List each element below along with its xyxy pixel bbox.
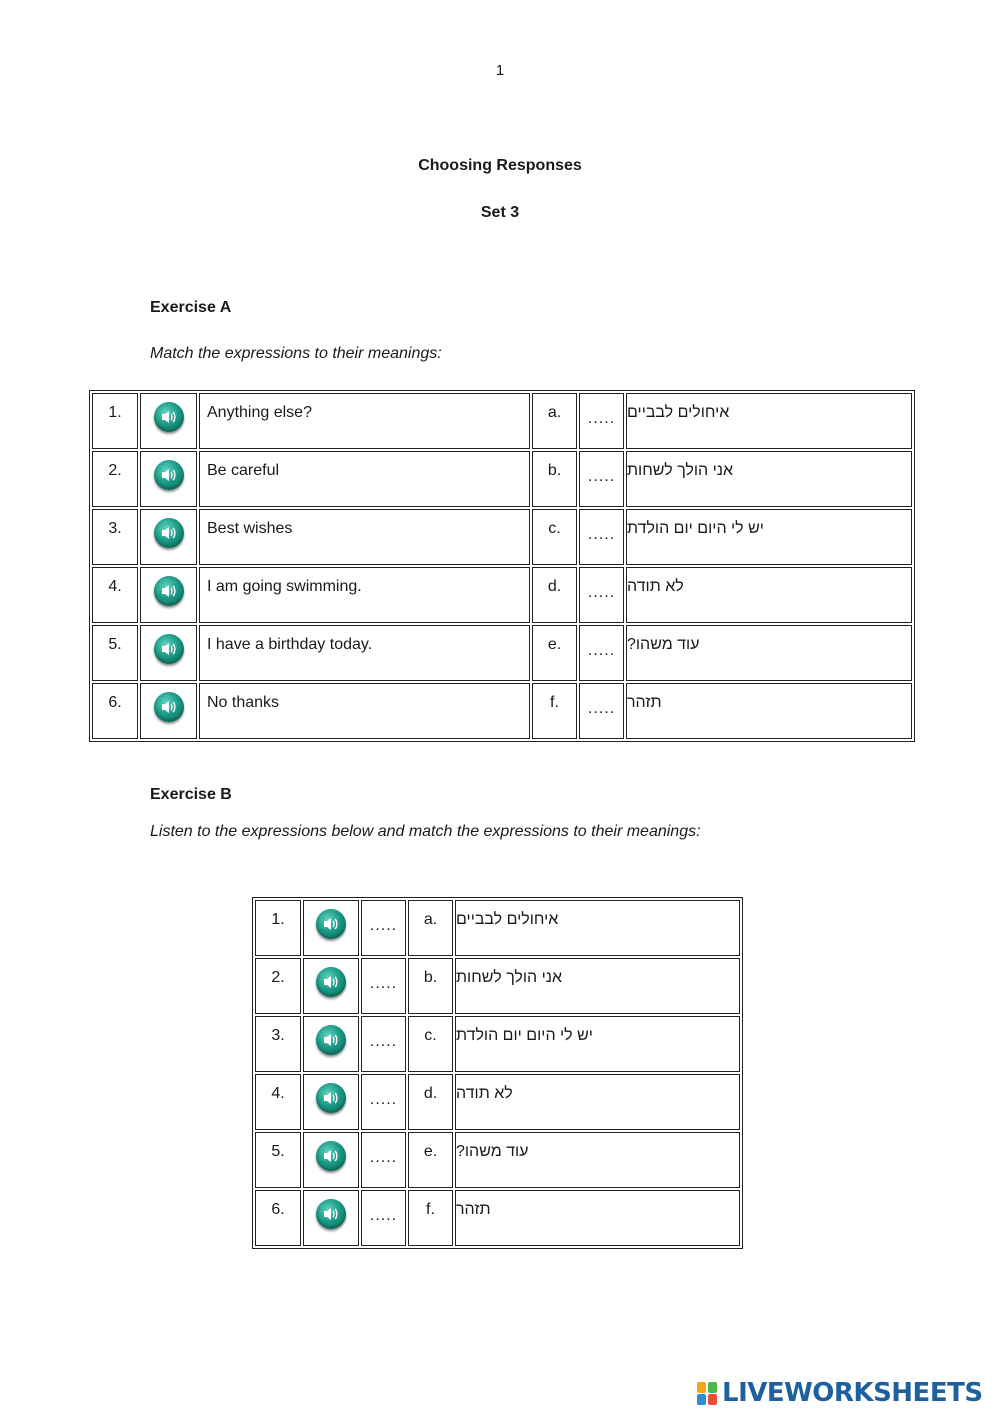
option-letter: e. [408,1132,453,1188]
row-number: 5. [92,625,138,681]
option-letter: c. [532,509,577,565]
answer-blank-dots[interactable]: ..... [369,917,398,934]
english-expression: Be careful [199,451,530,507]
answer-blank-dots[interactable]: ..... [369,1149,398,1166]
speaker-icon[interactable] [316,909,346,939]
answer-blank[interactable] [579,683,624,739]
hebrew-meaning: עוד משהו? [626,625,912,681]
english-expression: Best wishes [199,509,530,565]
table-row [255,1190,740,1246]
answer-blank-dots[interactable]: ..... [587,526,616,543]
answer-blank[interactable] [579,451,624,507]
option-letter: e. [532,625,577,681]
row-number: 3. [255,1016,301,1072]
answer-blank[interactable] [361,1074,406,1130]
answer-blank[interactable] [361,1190,406,1246]
row-number: 2. [92,451,138,507]
answer-blank[interactable] [361,1132,406,1188]
row-number: 4. [255,1074,301,1130]
table-row [255,1016,740,1072]
table-row [255,1074,740,1130]
speaker-icon[interactable] [316,1083,346,1113]
option-letter: a. [408,900,453,956]
speaker-icon[interactable] [316,967,346,997]
answer-blank-dots[interactable]: ..... [369,1033,398,1050]
page-subtitle: Set 3 [480,204,520,221]
audio-cell [303,1190,359,1246]
answer-blank[interactable] [361,1016,406,1072]
page-number: 1 [495,62,505,79]
hebrew-meaning: עוד משהו? [455,1132,740,1188]
audio-cell [140,567,197,623]
english-expression: I am going swimming. [199,567,530,623]
answer-blank-dots[interactable]: ..... [587,700,616,717]
speaker-icon[interactable] [154,518,184,548]
table-row [92,625,912,681]
option-letter: c. [408,1016,453,1072]
hebrew-meaning: איחולים לבביים [626,393,912,449]
answer-blank-dots[interactable]: ..... [587,584,616,601]
answer-blank-dots[interactable]: ..... [369,1091,398,1108]
english-expression: No thanks [199,683,530,739]
speaker-icon[interactable] [154,402,184,432]
option-letter: d. [408,1074,453,1130]
exercise-b-instruction: Listen to the expressions below and match the expressions to their meanings: [150,823,701,840]
speaker-icon[interactable] [154,692,184,722]
hebrew-meaning: אני הולך לשחות [626,451,912,507]
hebrew-meaning: אני הולך לשחות [455,958,740,1014]
table-row [92,393,912,449]
audio-cell [303,1132,359,1188]
answer-blank[interactable] [579,625,624,681]
hebrew-meaning: איחולים לבביים [455,900,740,956]
speaker-icon[interactable] [316,1199,346,1229]
speaker-icon[interactable] [154,576,184,606]
table-row [255,1132,740,1188]
table-row [255,900,740,956]
exercise-a-heading: Exercise A [150,299,232,316]
exercise-a-table [89,390,915,742]
speaker-icon[interactable] [316,1025,346,1055]
option-letter: b. [532,451,577,507]
audio-cell [303,1016,359,1072]
speaker-icon[interactable] [154,460,184,490]
answer-blank-dots[interactable]: ..... [587,410,616,427]
answer-blank-dots[interactable]: ..... [587,468,616,485]
answer-blank[interactable] [579,567,624,623]
answer-blank-dots[interactable]: ..... [587,642,616,659]
row-number: 6. [255,1190,301,1246]
audio-cell [303,958,359,1014]
audio-cell [140,683,197,739]
table-row [92,509,912,565]
exercise-b-heading: Exercise B [150,786,232,803]
answer-blank[interactable] [579,393,624,449]
liveworksheets-logo-icon [697,1380,719,1406]
table-row [92,683,912,739]
answer-blank[interactable] [361,958,406,1014]
option-letter: b. [408,958,453,1014]
speaker-icon[interactable] [154,634,184,664]
page-title: Choosing Responses [418,157,582,174]
option-letter: f. [408,1190,453,1246]
logo-text: LIVEWORKSHEETS [722,1378,983,1408]
hebrew-meaning: יש לי היום יום הולדת [626,509,912,565]
hebrew-meaning: תזהר [455,1190,740,1246]
audio-cell [303,900,359,956]
audio-cell [140,393,197,449]
answer-blank-dots[interactable]: ..... [369,1207,398,1224]
row-number: 1. [255,900,301,956]
english-expression: I have a birthday today. [199,625,530,681]
option-letter: d. [532,567,577,623]
audio-cell [140,451,197,507]
option-letter: f. [532,683,577,739]
audio-cell [140,509,197,565]
exercise-a-instruction: Match the expressions to their meanings: [150,345,442,362]
table-row [92,567,912,623]
row-number: 1. [92,393,138,449]
liveworksheets-logo [697,1376,983,1410]
answer-blank[interactable] [361,900,406,956]
hebrew-meaning: לא תודה [455,1074,740,1130]
option-letter: a. [532,393,577,449]
hebrew-meaning: תזהר [626,683,912,739]
english-expression: Anything else? [199,393,530,449]
answer-blank[interactable] [579,509,624,565]
speaker-icon[interactable] [316,1141,346,1171]
exercise-b-table [252,897,743,1249]
row-number: 3. [92,509,138,565]
answer-blank-dots[interactable]: ..... [369,975,398,992]
audio-cell [303,1074,359,1130]
table-row [92,451,912,507]
row-number: 6. [92,683,138,739]
table-row [255,958,740,1014]
row-number: 2. [255,958,301,1014]
audio-cell [140,625,197,681]
hebrew-meaning: יש לי היום יום הולדת [455,1016,740,1072]
hebrew-meaning: לא תודה [626,567,912,623]
row-number: 4. [92,567,138,623]
row-number: 5. [255,1132,301,1188]
